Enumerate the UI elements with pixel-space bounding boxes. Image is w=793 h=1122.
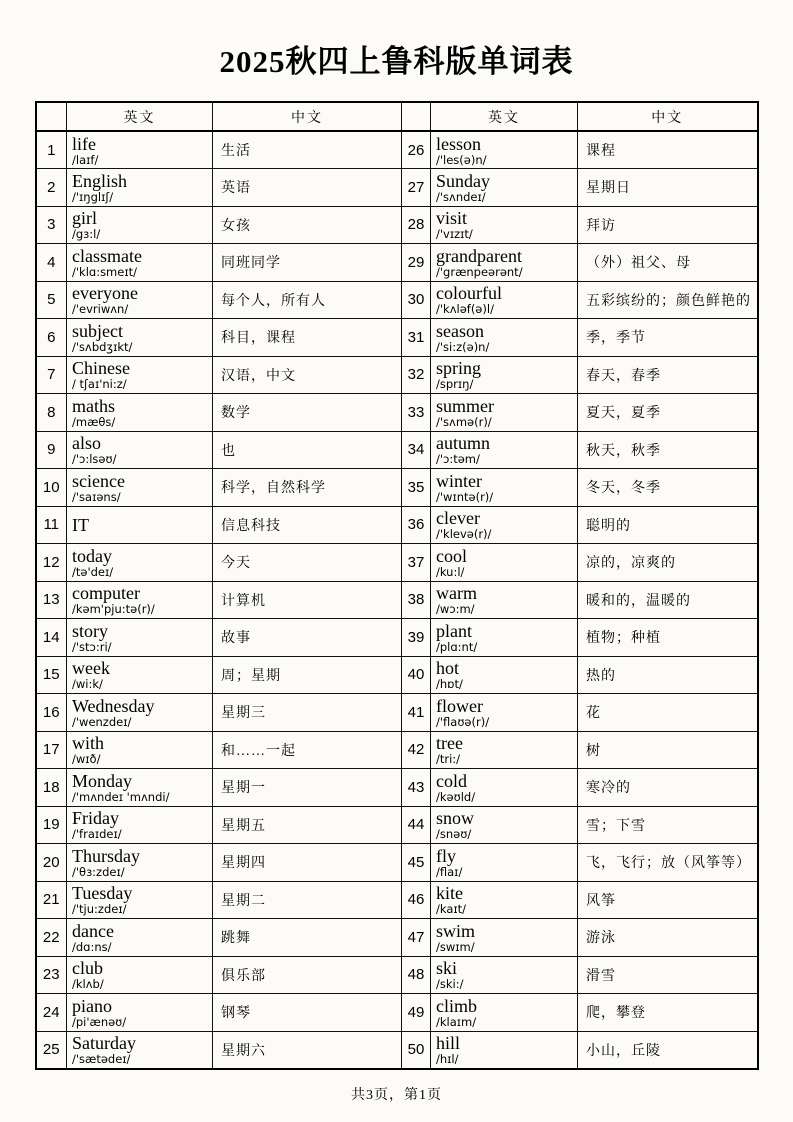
english-cell-right <box>431 581 578 619</box>
chinese-meaning-left: 钢琴 <box>213 994 402 1032</box>
chinese-meaning-right: 春天，春季 <box>578 356 758 394</box>
chinese-meaning-left: 计算机 <box>213 581 402 619</box>
chinese-meaning-left: 每个人，所有人 <box>213 281 402 319</box>
english-word: science <box>72 470 125 491</box>
chinese-meaning-right: 季，季节 <box>578 319 758 357</box>
table-row <box>36 506 758 544</box>
row-number-right: 47 <box>402 919 431 957</box>
row-number-left: 24 <box>36 994 67 1032</box>
english-word: hot <box>436 658 460 679</box>
english-cell-right <box>431 881 578 919</box>
row-number-right: 30 <box>402 281 431 319</box>
english-word: club <box>72 958 103 979</box>
vocab-table <box>35 101 759 1070</box>
phonetic-transcription: /'kʌləf(ə)l/ <box>436 302 494 317</box>
phonetic-transcription: /'ɔ:lsəʊ/ <box>72 452 117 467</box>
phonetic-transcription: /gɜ:l/ <box>72 227 101 242</box>
chinese-meaning-right: 寒冷的 <box>578 769 758 807</box>
page-title: 2025秋四上鲁科版单词表 <box>219 44 574 79</box>
english-word: maths <box>72 395 115 416</box>
english-word: cool <box>436 545 467 566</box>
chinese-meaning-right: 雪；下雪 <box>578 806 758 844</box>
phonetic-transcription: /'stɔ:ri/ <box>72 639 112 654</box>
row-number-right: 33 <box>402 394 431 432</box>
phonetic-transcription: /ski:/ <box>436 977 464 992</box>
row-number-right: 48 <box>402 956 431 994</box>
row-number-left: 16 <box>36 694 67 732</box>
phonetic-transcription: /wɔ:m/ <box>436 602 475 617</box>
phonetic-transcription: /wi:k/ <box>72 677 103 692</box>
english-cell-left <box>67 994 213 1032</box>
row-number-left: 19 <box>36 806 67 844</box>
english-cell-right <box>431 844 578 882</box>
english-cell-left <box>67 731 213 769</box>
english-cell-right <box>431 544 578 582</box>
header-blank-left <box>36 102 67 131</box>
english-word: Monday <box>72 770 132 791</box>
chinese-meaning-right: 五彩缤纷的；颜色鲜艳的 <box>578 281 758 319</box>
row-number-right: 40 <box>402 656 431 694</box>
row-number-right: 46 <box>402 881 431 919</box>
english-cell-right <box>431 956 578 994</box>
chinese-meaning-right: （外）祖父、母 <box>578 244 758 282</box>
row-number-right: 42 <box>402 731 431 769</box>
english-word: classmate <box>72 245 142 266</box>
chinese-meaning-left: 星期五 <box>213 806 402 844</box>
english-cell-left <box>67 956 213 994</box>
chinese-meaning-left: 星期一 <box>213 769 402 807</box>
english-cell-right <box>431 694 578 732</box>
phonetic-transcription: /'ɔ:təm/ <box>436 452 480 467</box>
chinese-meaning-left: 也 <box>213 431 402 469</box>
phonetic-transcription: /'klevə(r)/ <box>436 527 492 542</box>
phonetic-transcription: /'sætədeɪ/ <box>72 1052 131 1066</box>
table-row <box>36 1031 758 1069</box>
english-word: spring <box>436 358 481 379</box>
phonetic-transcription: /laɪf/ <box>72 152 99 167</box>
table-row <box>36 206 758 244</box>
chinese-meaning-right: 树 <box>578 731 758 769</box>
english-word: Sunday <box>436 170 490 191</box>
chinese-meaning-left: 汉语，中文 <box>213 356 402 394</box>
english-word: with <box>72 733 105 754</box>
chinese-meaning-right: 暖和的，温暖的 <box>578 581 758 619</box>
phonetic-transcription: /snəʊ/ <box>436 827 472 842</box>
chinese-meaning-left: 星期二 <box>213 881 402 919</box>
english-cell-right <box>431 506 578 544</box>
english-cell-right <box>431 919 578 957</box>
english-cell-left <box>67 169 213 207</box>
row-number-right: 44 <box>402 806 431 844</box>
table-row <box>36 319 758 357</box>
english-word: Friday <box>72 808 119 829</box>
english-cell-right <box>431 244 578 282</box>
chinese-meaning-right: 花 <box>578 694 758 732</box>
english-word: warm <box>436 583 477 604</box>
table-row <box>36 956 758 994</box>
chinese-meaning-left: 和……一起 <box>213 731 402 769</box>
phonetic-transcription: /'vɪzɪt/ <box>436 227 473 242</box>
english-word: autumn <box>436 433 490 454</box>
chinese-meaning-right: 热的 <box>578 656 758 694</box>
phonetic-transcription: /dɑ:ns/ <box>72 939 112 954</box>
chinese-meaning-left: 俱乐部 <box>213 956 402 994</box>
chinese-meaning-right: 风筝 <box>578 881 758 919</box>
chinese-meaning-left: 星期三 <box>213 694 402 732</box>
row-number-left: 8 <box>36 394 67 432</box>
row-number-left: 23 <box>36 956 67 994</box>
english-cell-left <box>67 619 213 657</box>
english-cell-right <box>431 994 578 1032</box>
phonetic-transcription: /hɪl/ <box>436 1052 459 1066</box>
table-row <box>36 919 758 957</box>
english-cell-left <box>67 844 213 882</box>
english-word: story <box>72 620 108 641</box>
english-cell-right <box>431 806 578 844</box>
phonetic-transcription: /kaɪt/ <box>436 902 467 917</box>
chinese-meaning-right: 滑雪 <box>578 956 758 994</box>
english-cell-left <box>67 356 213 394</box>
row-number-right: 28 <box>402 206 431 244</box>
chinese-meaning-right: 凉的，凉爽的 <box>578 544 758 582</box>
english-cell-left <box>67 919 213 957</box>
english-word: flower <box>436 695 483 716</box>
row-number-right: 38 <box>402 581 431 619</box>
chinese-meaning-left: 女孩 <box>213 206 402 244</box>
chinese-meaning-right: 秋天，秋季 <box>578 431 758 469</box>
english-cell-left <box>67 281 213 319</box>
header-chinese-left: 中文 <box>213 102 402 131</box>
table-row <box>36 731 758 769</box>
phonetic-transcription: /'evriwʌn/ <box>72 302 129 317</box>
english-word: swim <box>436 920 476 941</box>
row-number-right: 49 <box>402 994 431 1032</box>
english-word: summer <box>436 395 494 416</box>
table-row <box>36 694 758 732</box>
table-row <box>36 281 758 319</box>
phonetic-transcription: /wɪð/ <box>72 752 101 767</box>
english-cell-right <box>431 131 578 169</box>
header-blank-right <box>402 102 431 131</box>
row-number-right: 37 <box>402 544 431 582</box>
english-word: today <box>72 545 112 566</box>
english-word: Thursday <box>72 845 140 866</box>
phonetic-transcription: /kəʊld/ <box>436 789 476 804</box>
row-number-left: 11 <box>36 506 67 544</box>
row-number-left: 15 <box>36 656 67 694</box>
row-number-left: 3 <box>36 206 67 244</box>
english-word: grandparent <box>436 245 522 266</box>
english-word: kite <box>436 883 463 904</box>
phonetic-transcription: /'θɜ:zdeɪ/ <box>72 864 125 879</box>
row-number-left: 17 <box>36 731 67 769</box>
english-word: clever <box>436 508 480 529</box>
table-row <box>36 881 758 919</box>
phonetic-transcription: /'ɪŋglɪʃ/ <box>72 189 114 204</box>
row-number-right: 45 <box>402 844 431 882</box>
english-cell-left <box>67 469 213 507</box>
phonetic-transcription: /kəm'pju:tə(r)/ <box>72 602 155 617</box>
phonetic-transcription: /tri:/ <box>436 752 461 767</box>
row-number-right: 36 <box>402 506 431 544</box>
row-number-left: 25 <box>36 1031 67 1069</box>
english-cell-right <box>431 206 578 244</box>
english-cell-left <box>67 881 213 919</box>
english-word: piano <box>72 995 112 1016</box>
english-word: visit <box>436 208 468 229</box>
chinese-meaning-left: 科学，自然科学 <box>213 469 402 507</box>
table-row <box>36 469 758 507</box>
english-word: Wednesday <box>72 695 155 716</box>
english-word: snow <box>436 808 475 829</box>
chinese-meaning-right: 夏天，夏季 <box>578 394 758 432</box>
phonetic-transcription: /'si:z(ə)n/ <box>436 339 490 354</box>
phonetic-transcription: /tə'deɪ/ <box>72 564 114 579</box>
english-word: also <box>72 433 101 454</box>
english-cell-left <box>67 506 213 544</box>
phonetic-transcription: /hɒt/ <box>436 677 463 692</box>
page-footer: 共3页，第1页 <box>351 1087 442 1103</box>
chinese-meaning-right: 爬，攀登 <box>578 994 758 1032</box>
table-row <box>36 806 758 844</box>
english-word: English <box>72 170 128 191</box>
row-number-left: 13 <box>36 581 67 619</box>
english-word: Tuesday <box>72 883 133 904</box>
english-cell-right <box>431 656 578 694</box>
english-cell-left <box>67 806 213 844</box>
phonetic-transcription: /'mʌndeɪ 'mʌndi/ <box>72 789 170 804</box>
chinese-meaning-left: 星期四 <box>213 844 402 882</box>
english-word: subject <box>72 320 123 341</box>
phonetic-transcription: /'wɪntə(r)/ <box>436 489 494 504</box>
row-number-right: 50 <box>402 1031 431 1069</box>
row-number-right: 34 <box>402 431 431 469</box>
phonetic-transcription: /'sʌbdʒɪkt/ <box>72 339 133 354</box>
row-number-right: 41 <box>402 694 431 732</box>
table-row <box>36 544 758 582</box>
row-number-left: 7 <box>36 356 67 394</box>
chinese-meaning-right: 课程 <box>578 131 758 169</box>
table-row <box>36 844 758 882</box>
english-word: hill <box>436 1033 461 1053</box>
english-cell-right <box>431 169 578 207</box>
phonetic-transcription: /klʌb/ <box>72 977 104 992</box>
english-cell-right <box>431 769 578 807</box>
english-cell-left <box>67 769 213 807</box>
chinese-meaning-left: 数学 <box>213 394 402 432</box>
english-cell-left <box>67 431 213 469</box>
english-cell-right <box>431 1031 578 1069</box>
english-cell-left <box>67 656 213 694</box>
table-row <box>36 994 758 1032</box>
english-word: lesson <box>436 133 481 154</box>
english-word: week <box>72 658 110 679</box>
phonetic-transcription: /'fraɪdeɪ/ <box>72 827 122 842</box>
header-row <box>36 102 758 131</box>
table-row <box>36 431 758 469</box>
english-cell-right <box>431 356 578 394</box>
chinese-meaning-left: 今天 <box>213 544 402 582</box>
row-number-left: 21 <box>36 881 67 919</box>
table-row <box>36 169 758 207</box>
phonetic-transcription: /'sʌmə(r)/ <box>436 414 492 429</box>
phonetic-transcription: /sprɪŋ/ <box>436 377 474 392</box>
chinese-meaning-left: 故事 <box>213 619 402 657</box>
chinese-meaning-right: 植物；种植 <box>578 619 758 657</box>
row-number-right: 26 <box>402 131 431 169</box>
english-word: winter <box>436 470 482 491</box>
chinese-meaning-right: 冬天，冬季 <box>578 469 758 507</box>
english-cell-right <box>431 319 578 357</box>
table-row <box>36 394 758 432</box>
chinese-meaning-right: 聪明的 <box>578 506 758 544</box>
chinese-meaning-right: 拜访 <box>578 206 758 244</box>
header-english-right: 英文 <box>431 102 578 131</box>
phonetic-transcription: /'klɑ:smeɪt/ <box>72 264 137 279</box>
english-cell-left <box>67 206 213 244</box>
chinese-meaning-left: 科目，课程 <box>213 319 402 357</box>
row-number-right: 31 <box>402 319 431 357</box>
table-row <box>36 581 758 619</box>
row-number-left: 4 <box>36 244 67 282</box>
table-body <box>36 131 758 1069</box>
phonetic-transcription: /'sʌndeɪ/ <box>436 189 486 204</box>
chinese-meaning-left: 生活 <box>213 131 402 169</box>
header-english-left: 英文 <box>67 102 213 131</box>
table-row <box>36 356 758 394</box>
phonetic-transcription: /ku:l/ <box>436 564 465 579</box>
row-number-left: 6 <box>36 319 67 357</box>
english-word: climb <box>436 995 477 1016</box>
row-number-right: 29 <box>402 244 431 282</box>
row-number-right: 32 <box>402 356 431 394</box>
english-cell-right <box>431 731 578 769</box>
english-cell-right <box>431 619 578 657</box>
english-word: Chinese <box>72 358 130 379</box>
table-row <box>36 244 758 282</box>
row-number-left: 10 <box>36 469 67 507</box>
english-word: ski <box>436 958 458 979</box>
table-row <box>36 619 758 657</box>
row-number-left: 14 <box>36 619 67 657</box>
english-word: IT <box>72 514 89 535</box>
english-word: tree <box>436 733 463 754</box>
english-word: girl <box>72 208 97 229</box>
row-number-left: 2 <box>36 169 67 207</box>
english-cell-left <box>67 1031 213 1069</box>
english-cell-left <box>67 544 213 582</box>
english-cell-left <box>67 394 213 432</box>
phonetic-transcription: /swɪm/ <box>436 939 475 954</box>
phonetic-transcription: /'les(ə)n/ <box>436 152 487 167</box>
chinese-meaning-left: 英语 <box>213 169 402 207</box>
english-word: computer <box>72 583 140 604</box>
chinese-meaning-right: 游泳 <box>578 919 758 957</box>
phonetic-transcription: /'wenzdeɪ/ <box>72 714 132 729</box>
english-word: plant <box>436 620 472 641</box>
english-cell-left <box>67 319 213 357</box>
row-number-right: 39 <box>402 619 431 657</box>
row-number-left: 9 <box>36 431 67 469</box>
english-cell-right <box>431 469 578 507</box>
phonetic-transcription: /plɑ:nt/ <box>436 639 478 654</box>
phonetic-transcription: /'flaʊə(r)/ <box>436 714 490 729</box>
english-word: fly <box>436 845 456 866</box>
english-word: cold <box>436 770 467 791</box>
row-number-left: 20 <box>36 844 67 882</box>
chinese-meaning-left: 信息科技 <box>213 506 402 544</box>
chinese-meaning-right: 小山，丘陵 <box>578 1031 758 1069</box>
phonetic-transcription: /klaɪm/ <box>436 1014 477 1029</box>
english-cell-left <box>67 131 213 169</box>
row-number-right: 35 <box>402 469 431 507</box>
chinese-meaning-left: 同班同学 <box>213 244 402 282</box>
row-number-right: 27 <box>402 169 431 207</box>
row-number-left: 18 <box>36 769 67 807</box>
row-number-left: 22 <box>36 919 67 957</box>
english-cell-left <box>67 694 213 732</box>
table-header <box>36 102 758 131</box>
row-number-left: 12 <box>36 544 67 582</box>
english-word: life <box>72 133 96 154</box>
table-row <box>36 656 758 694</box>
english-cell-left <box>67 581 213 619</box>
english-word: season <box>436 320 484 341</box>
phonetic-transcription: / tʃaɪ'ni:z/ <box>72 377 127 392</box>
row-number-left: 5 <box>36 281 67 319</box>
row-number-left: 1 <box>36 131 67 169</box>
chinese-meaning-right: 飞，飞行；放（风筝等） <box>578 844 758 882</box>
english-word: Saturday <box>72 1033 136 1053</box>
table-row <box>36 131 758 169</box>
chinese-meaning-left: 星期六 <box>213 1031 402 1069</box>
phonetic-transcription: /'grænpeərənt/ <box>436 264 523 279</box>
chinese-meaning-left: 周；星期 <box>213 656 402 694</box>
header-chinese-right: 中文 <box>578 102 758 131</box>
english-word: dance <box>72 920 114 941</box>
chinese-meaning-right: 星期日 <box>578 169 758 207</box>
english-cell-right <box>431 281 578 319</box>
phonetic-transcription: /'saɪəns/ <box>72 489 121 504</box>
phonetic-transcription: /pi'ænəʊ/ <box>72 1014 127 1029</box>
english-cell-left <box>67 244 213 282</box>
phonetic-transcription: /'tju:zdeɪ/ <box>72 902 127 917</box>
english-word: colourful <box>436 283 502 304</box>
table-row <box>36 769 758 807</box>
english-cell-right <box>431 431 578 469</box>
english-cell-right <box>431 394 578 432</box>
chinese-meaning-left: 跳舞 <box>213 919 402 957</box>
row-number-right: 43 <box>402 769 431 807</box>
english-word: everyone <box>72 283 138 304</box>
phonetic-transcription: /flaɪ/ <box>436 864 463 879</box>
phonetic-transcription: /mæθs/ <box>72 414 116 429</box>
